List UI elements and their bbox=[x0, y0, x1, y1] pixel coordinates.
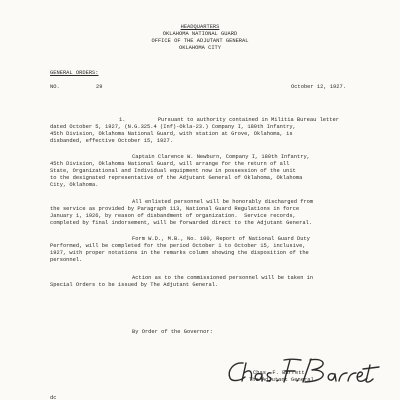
by-order-line: By Order of the Governor: bbox=[132, 329, 213, 335]
signature-title: The Adjutant General. bbox=[249, 377, 317, 383]
paragraph-line: City, Oklahoma. bbox=[50, 182, 99, 188]
paragraph-line: 45th Division, Oklahoma National Guard, with station at Grove, Oklahoma, is bbox=[50, 131, 293, 137]
paragraph-line: to the designated representative of the Adjutant General of Oklahoma, Oklahoma bbox=[50, 175, 303, 181]
header-line-4: OKLAHOMA CITY bbox=[178, 45, 222, 51]
paragraph-line: 1927, with proper notations in the remarks column showing the disposition of the bbox=[50, 250, 309, 256]
general-orders-label: GENERAL ORDERS: bbox=[50, 70, 99, 76]
paragraph-line: Action as to the commissioned personnel will be taken in bbox=[132, 275, 314, 281]
footer-initials: dc bbox=[50, 395, 57, 401]
paragraph-line: completed by final indorsement, will be forwarded direct to the Adjutant General. bbox=[50, 220, 313, 226]
order-number: 29 bbox=[96, 84, 103, 90]
paragraph-line: disbanded, effective October 15, 1927. bbox=[50, 138, 173, 144]
signature-name: Chas. F. Barrett bbox=[253, 370, 305, 376]
paragraph-line: personnel. bbox=[50, 257, 83, 263]
paragraph-line: the service as provided by Paragraph 113, National Guard Regulations in force bbox=[50, 206, 300, 212]
header-line-2: OKLAHOMA NATIONAL GUARD bbox=[162, 31, 238, 37]
header-line-1: HEADQUARTERS bbox=[180, 24, 220, 30]
header-line-3: OFFICE OF THE ADJUTANT GENERAL bbox=[151, 38, 249, 44]
paragraph-line: dated October 5, 1927, (N.G.325.4 (Inf)-Okla-23.) Company I, 180th Infantry, bbox=[50, 124, 296, 130]
paragraph-line: Form W.D., M.B., No. 100, Report of National Guard Duty bbox=[132, 236, 310, 242]
paragraph-line: State, Organizational and Individual equipment now in possession of the unit bbox=[50, 168, 296, 174]
paragraph-line: Captain Clarence W. Newburn, Company I, 180th Infantry, bbox=[132, 154, 310, 160]
paragraph-line: January 1, 1926, by reason of disbandment of organization. Service records, bbox=[50, 213, 296, 219]
paragraph-line: Performed, will be completed for the period October 1 to October 15, inclusive, bbox=[50, 243, 306, 249]
paragraph-line: All enlisted personnel will be honorably discharged from bbox=[132, 199, 314, 205]
paragraph-line: 45th Division, Oklahoma National Guard, will arrange for the return of all bbox=[50, 161, 290, 167]
paragraph-line: Special Orders to be issued by The Adjutant General. bbox=[50, 282, 219, 288]
order-number-label: NO. bbox=[50, 84, 60, 90]
order-date: October 12, 1927. bbox=[291, 84, 346, 90]
paragraph-line: 1. Pursuant to authority contained in Militia Bureau letter bbox=[119, 117, 339, 123]
